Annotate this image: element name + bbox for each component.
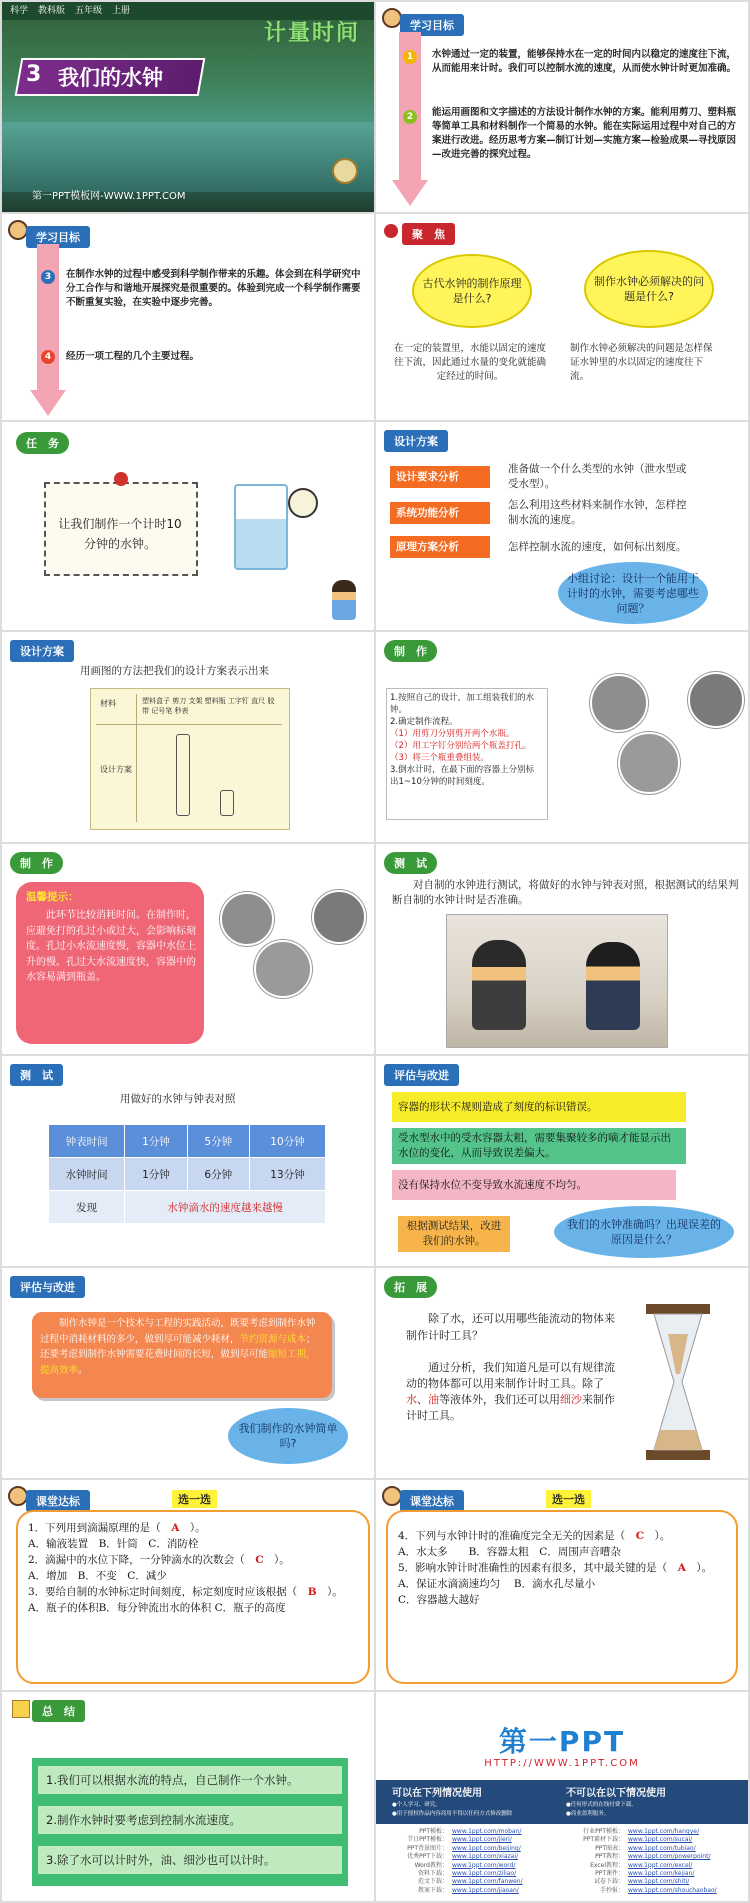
tip-text: 此环节比较消耗时间。在制作时，应避免打的孔过小或过大，会影响标刻度。孔过小水流速度慢，容器中水位上升的慢。孔过大水流速度快，容器中的水容易满到瓶盖。: [26, 910, 196, 983]
link-label: 节日PPT模板：: [407, 1836, 448, 1844]
answer-part-d: 来制作计时工具。: [406, 1393, 615, 1422]
link[interactable]: www.1ppt.com/fanwen/: [452, 1878, 523, 1886]
link-label: 优秀PPT下载：: [407, 1853, 448, 1861]
quiz-answer: C: [635, 1530, 645, 1542]
quiz-answer: C: [255, 1554, 264, 1566]
topbar-volume: 上册: [112, 6, 131, 16]
quiz-line-text: A．增加 B．不变 C．减少: [28, 1570, 167, 1582]
answer-part-c: 等液体外，我们还可以用: [439, 1393, 560, 1406]
quiz-answer: A: [171, 1522, 180, 1534]
slide-task: [2, 422, 374, 630]
goal-number-1: 1: [403, 50, 417, 64]
question-cloud: 我们制作的水钟简单吗?: [228, 1408, 348, 1464]
slide-design-plan: [376, 422, 748, 630]
quiz-line: [28, 1568, 364, 1584]
goal-arrow-tip: [392, 180, 428, 206]
question-cloud: 我们的水钟准确吗？出现误差的原因是什么？: [554, 1206, 734, 1258]
issue-bar-2: [392, 1128, 686, 1164]
comparison-table: [48, 1124, 326, 1224]
quiz-line: [28, 1552, 364, 1568]
slide-quiz-2: [376, 1480, 748, 1690]
table-header-cell: 1分钟: [125, 1125, 187, 1158]
link[interactable]: www.1ppt.com/powerpoint/: [628, 1853, 711, 1861]
goal-text-1: 水钟通过一定的装置，能够保持水在一定的时间内以稳定的速度往下流，从而能用来计时。我们可以控制水流的速度，从而使水钟计时更加准确。: [432, 49, 737, 74]
quiz-line: [28, 1584, 364, 1600]
plan-label-function: 系统功能分析: [390, 502, 490, 524]
goal-number-4: 4: [41, 350, 55, 364]
link[interactable]: www.1ppt.com/kejian/: [628, 1870, 695, 1878]
focus-icon: [384, 224, 398, 238]
link[interactable]: www.1ppt.com/jiaoan/: [452, 1886, 519, 1894]
link-row: [566, 1836, 742, 1844]
link-row: [390, 1878, 560, 1886]
quiz-line-text: 5．影响水钟计时准确性的因素有很多，其中最关键的是（: [398, 1562, 678, 1574]
goal-number-3: 3: [41, 270, 55, 284]
section-tag: 任 务: [16, 432, 69, 454]
link[interactable]: www.1ppt.com/hangye/: [628, 1828, 699, 1835]
quiz-line: [398, 1592, 728, 1608]
answer-part-b: 、: [417, 1393, 428, 1406]
quiz-line-tail: ）。: [685, 1562, 713, 1574]
quiz-line: [398, 1544, 728, 1560]
link[interactable]: www.1ppt.com/moban/: [452, 1828, 522, 1835]
slide-evaluate-1: [376, 1056, 748, 1266]
step-line-2: 2.确定制作流程。: [390, 717, 458, 727]
section-tag: 设计方案: [10, 640, 74, 662]
table-cell: 6分钟: [187, 1158, 249, 1191]
goal-arrow: [37, 244, 59, 392]
plan-text-requirements: 准备做一个什么类型的水钟（泄水型或受水型）。: [508, 463, 687, 490]
link-row: [566, 1887, 742, 1895]
answer-part-a: 通过分析，我们知道凡是可以有规律流动的物体都可以用来制作计时工具。除了: [406, 1361, 615, 1390]
table-header-cell: 5分钟: [187, 1125, 249, 1158]
plan-label-requirements: 设计要求分析: [390, 466, 490, 488]
table-heading: 用做好的水钟与钟表对照: [120, 1093, 236, 1105]
link[interactable]: www.1ppt.com/word/: [452, 1861, 516, 1869]
clock-icon: [332, 158, 358, 184]
select-label: 选一选: [172, 1490, 217, 1508]
link-label: PPT课件：: [595, 1870, 624, 1878]
quiz-line-tail: ）。: [263, 1554, 290, 1566]
goal-text-2: 能运用画图和文字描述的方法设计制作水钟的方案。能利用剪刀、塑料瓶等简单工具和材料制作一个简易的水钟。能在实际运用过程中对自己的方案进行改进。经历思考方案—制订计划—实施方案—检验成果—寻找原因—改进完善的探究过程。: [432, 107, 737, 160]
link-label: 手抄报：: [599, 1886, 624, 1894]
step-line-3: （1）用剪刀分别剪开两个水瓶。: [390, 729, 515, 739]
issue-bar-3: 没有保持水位不变导致水流速度不均匀。: [392, 1170, 676, 1200]
quiz-line-text: A．瓶子的体积B．每分钟流出水的体积 C．瓶子的高度: [28, 1602, 286, 1614]
section-tag: 设计方案: [384, 430, 448, 452]
slide-extension: [376, 1268, 748, 1478]
sheet-divider-h: [96, 724, 282, 725]
step-line-5: （3）将三个瓶重叠组装。: [390, 753, 489, 763]
teacher-avatar: [8, 220, 28, 240]
lesson-title: 我们的水钟: [58, 66, 163, 90]
link[interactable]: www.1ppt.com/sucai/: [628, 1836, 693, 1844]
plan-text-principle: 怎样控制水流的速度，如何标出刻度。: [508, 541, 687, 553]
table-header-row: [49, 1125, 326, 1158]
links-right: [566, 1828, 742, 1895]
teacher-avatar: [382, 1486, 402, 1506]
can-use-item-1: ●个人学习、研究。: [392, 1802, 441, 1808]
quiz-line: [28, 1536, 364, 1552]
slide-license: [376, 1692, 748, 1901]
topbar-edition: 教科版: [38, 6, 66, 16]
link-label: 资料下载：: [417, 1870, 448, 1878]
slide-making-steps: [376, 632, 748, 842]
step-line-6: 3.倒水计时，在最下面的容器上分别标出1~10分钟的时间刻度。: [390, 765, 535, 787]
section-tag: 制 作: [384, 640, 437, 662]
plan-text-function: 怎么利用这些材料来制作水钟，怎样控制水流的速度。: [508, 499, 687, 526]
link-row: [390, 1853, 560, 1861]
section-tag: 测 试: [10, 1064, 63, 1086]
link-label: PPT素材下载：: [583, 1836, 624, 1844]
cover-big-title: 计量时间: [263, 21, 360, 46]
step-line-4: （2）用工字钉分别给两个瓶盖打孔。: [390, 741, 532, 751]
cannot-use-item-1: ●任何形式的在线付费下载。: [566, 1802, 637, 1808]
slide-test-table: [2, 1056, 374, 1266]
summary-text-part2: ；还要考虑到制作水钟需要花费时间的长短，做到尽可能: [40, 1333, 316, 1360]
section-tag: 学习目标: [400, 14, 464, 36]
can-use-item-2: ●用于授权作品内容商用不得以任何方式修改删除: [392, 1811, 513, 1817]
pin-icon: [114, 472, 128, 486]
section-tag: 制 作: [10, 852, 63, 874]
hourglass-icon: [646, 1304, 710, 1460]
section-tag: 学习目标: [26, 226, 90, 248]
link-label: 范文下载：: [417, 1878, 448, 1886]
table-row: [49, 1191, 326, 1224]
slide-quiz-1: [2, 1480, 374, 1690]
photo-circle-1: [590, 674, 648, 732]
slide-learning-goals-1: [376, 2, 748, 212]
link-label: 试卷下载：: [593, 1878, 624, 1886]
goal-text-3: 在制作水钟的过程中感受到科学制作带来的乐趣。体会到在科学研究中分工合作与和谐地开展探究是很重要的。体验到完成一个科学制作需要不断重复实验，在实验中逐步完善。: [66, 269, 361, 308]
link[interactable]: www.1ppt.com/excel/: [628, 1861, 693, 1869]
link[interactable]: www.1ppt.com/ziliao/: [452, 1870, 517, 1878]
link-row: [390, 1836, 560, 1844]
link[interactable]: www.1ppt.com/xiazai/: [452, 1853, 519, 1861]
answer-oil: 油: [428, 1393, 439, 1406]
summary-item-3: 3.除了水可以计时外，油、细沙也可以计时。: [38, 1846, 342, 1874]
summary-text-part3: 。: [78, 1364, 88, 1376]
table-row: [49, 1158, 326, 1191]
steps-list: [390, 692, 542, 788]
section-tag: 评估与改进: [384, 1064, 459, 1086]
student-girl: [472, 940, 526, 1030]
section-tag: 聚 焦: [402, 223, 455, 245]
photo-circle-3: [618, 732, 680, 794]
summary-text: [40, 1316, 324, 1378]
cannot-use-item-2: ●商业盈利服务。: [566, 1811, 610, 1817]
notebook-icon: [12, 1700, 30, 1718]
slide-design-drawing: [2, 632, 374, 842]
link-label: 教案下载：: [417, 1886, 448, 1894]
test-intro-text: 对自制的水钟进行测试，将做好的水钟与钟表对照，根据测试的结果判断自制的水钟计时是否准确。: [392, 879, 739, 906]
teacher-avatar: [8, 1486, 28, 1506]
link[interactable]: www.1ppt.com/beijing/: [452, 1844, 521, 1852]
lesson-number: 3: [26, 62, 42, 87]
link-row: [566, 1862, 742, 1870]
photo-circle-2: [312, 890, 366, 944]
teacher-avatar: [382, 8, 402, 28]
topbar-grade: 五年级: [75, 6, 103, 16]
bottle-sketch-1: [176, 734, 190, 816]
sheet-label-materials: 材料: [100, 699, 116, 708]
summary-highlight-1: 节约资源与成本: [239, 1333, 307, 1345]
goal-number-2: 2: [403, 110, 417, 124]
quiz-line-tail: ）。: [316, 1586, 343, 1598]
design-heading: 用画图的方法把我们的设计方案表示出来: [80, 665, 269, 677]
table-finding: 水钟滴水的速度越来越慢: [125, 1191, 326, 1224]
photo-circle-3: [254, 940, 312, 998]
link-row: [566, 1870, 742, 1878]
quiz-line-text: A．保证水滴滴速均匀 B．滴水孔尽量小: [398, 1578, 596, 1590]
section-tag: 拓 展: [384, 1276, 437, 1298]
cover-watermark: 第一PPT模板网-WWW.1PPT.COM: [32, 191, 186, 202]
slide-learning-goals-2: [2, 214, 374, 420]
slide-cover: [2, 2, 374, 212]
link-label: Excel教程：: [590, 1861, 624, 1869]
link-label: PPT模板：: [419, 1828, 448, 1835]
link-row: [390, 1887, 560, 1895]
link-label: PPT教程：: [595, 1853, 624, 1861]
cannot-use-title: 不可以在以下情况使用: [566, 1788, 666, 1799]
link[interactable]: www.1ppt.com/shouchaobao/: [628, 1886, 717, 1894]
quiz-answer: A: [677, 1562, 686, 1574]
extension-answer: [406, 1360, 616, 1424]
sheet-divider-v: [136, 694, 137, 822]
link-row: [390, 1870, 560, 1878]
answer-text-1: 在一定的装置里，水能以固定的速度往下流，因此通过水量的变化就能确定经过的时间。: [393, 343, 546, 382]
quiz-line-text: A．水太多 B．容器太粗 C．周围声音嘈杂: [398, 1546, 621, 1558]
section-tag: 课堂达标: [400, 1490, 464, 1512]
link-row: [390, 1862, 560, 1870]
quiz-line: [398, 1560, 728, 1576]
quiz-answer: B: [307, 1586, 317, 1598]
table-cell: 13分钟: [249, 1158, 325, 1191]
photo-circle-2: [688, 672, 744, 728]
brand-logo: 第一PPT: [498, 1725, 626, 1758]
section-tag: 评估与改进: [10, 1276, 85, 1298]
link[interactable]: www.1ppt.com/tubiao/: [628, 1844, 696, 1852]
issue-bar-1: 容器的形状不规则造成了刻度的标识错误。: [392, 1092, 686, 1122]
river-scene: [2, 122, 374, 192]
goal-text-4: 经历一项工程的几个主要过程。: [66, 351, 200, 362]
quiz-line-text: 3．要给自制的水钟标定时间刻度，标定刻度时应该根据（: [28, 1586, 308, 1598]
links-left: [390, 1828, 560, 1895]
water-bottle-illustration: [234, 484, 288, 570]
slide-evaluate-2: [2, 1268, 374, 1478]
slide-summary: [2, 1692, 374, 1901]
quiz-line-text: A．输液装置 B．针筒 C．消防栓: [28, 1538, 199, 1550]
student-figure: [332, 580, 356, 620]
select-label: 选一选: [546, 1490, 591, 1508]
table-cell: 水钟时间: [49, 1158, 125, 1191]
tip-title: 温馨提示：: [26, 891, 79, 903]
section-tag: 测 试: [384, 852, 437, 874]
summary-item-2: 2.制作水钟时要考虑到控制水流速度。: [38, 1806, 342, 1834]
section-tag: 总 结: [32, 1700, 85, 1722]
step-line-1: 1.按照自己的设计，加工组装我们的水钟。: [390, 693, 535, 715]
discussion-cloud: 小组讨论：设计一个能用于计时的水钟，需要考虑哪些问题？: [558, 562, 708, 624]
slide-focus: [376, 214, 748, 420]
quiz-line: [28, 1520, 364, 1536]
goal-arrow-tip: [30, 390, 66, 416]
task-card-text: 让我们制作一个计时10分钟的水钟。: [58, 517, 182, 551]
slide-test-intro: [376, 844, 748, 1054]
quiz-line: [398, 1528, 728, 1544]
slide-making-tip: [2, 844, 374, 1054]
link-row: [566, 1845, 742, 1853]
section-tag: 课堂达标: [26, 1490, 90, 1512]
quiz-line-tail: ）。: [179, 1522, 206, 1534]
quiz-line-text: 2．滴漏中的水位下降，一分钟滴水的次数会（: [28, 1554, 256, 1566]
link-row: [566, 1853, 742, 1861]
sheet-label-plan: 设计方案: [100, 765, 132, 774]
brand-url: HTTP://WWW.1PPT.COM: [484, 1758, 640, 1769]
sheet-materials: 塑料盒子 剪刀 支架 塑料瓶 工字钉 直尺 胶带 记号笔 秒表: [142, 697, 275, 715]
table-header-cell: 钟表时间: [49, 1125, 125, 1158]
summary-item-1: 1.我们可以根据水流的特点，自己制作一个水钟。: [38, 1766, 342, 1794]
link-row: [390, 1845, 560, 1853]
link-row: [566, 1878, 742, 1886]
link-label: PPT图表：: [595, 1844, 624, 1852]
wall-clock-icon: [288, 488, 318, 518]
improve-box-text: 根据测试结果，改进我们的水钟。: [406, 1220, 502, 1247]
table-header-cell: 10分钟: [249, 1125, 325, 1158]
quiz-line: [398, 1576, 728, 1592]
link[interactable]: www.1ppt.com/jieri/: [452, 1836, 512, 1844]
topbar-subject: 科学: [10, 6, 29, 16]
summary-text-part1: 制作水钟是一个技术与工程的实践活动，既要考虑到制作水钟过程中消耗材料的多少，做到尽可能减少耗材，: [40, 1318, 316, 1345]
improve-box: [398, 1216, 510, 1252]
photo-circle-1: [220, 892, 274, 946]
quiz-line-tail: ）。: [644, 1530, 671, 1542]
link-label: 行业PPT模板：: [583, 1828, 624, 1835]
issue-bar-2-text: 受水型水中的受水容器太粗，需要集聚较多的嘀才能显示出水位的变化，从而导致误差偏大。: [398, 1132, 671, 1159]
table-cell: 1分钟: [125, 1158, 187, 1191]
can-use-title: 可以在下列情况使用: [392, 1788, 482, 1799]
quiz-line-text: C．容器越大越好: [398, 1594, 480, 1606]
answer-text-2: 制作水钟必须解决的问题是怎样保证水钟里的水以固定的速度往下流。: [570, 343, 713, 382]
quiz-line-text: 4．下列与水钟计时的准确度完全无关的因素是（: [398, 1530, 636, 1542]
answer-water: 水: [406, 1393, 417, 1406]
link-label: PPT背景图片：: [407, 1844, 448, 1852]
quiz-line-text: 1．下列用到滴漏原理的是（: [28, 1522, 172, 1534]
link-label: Word教程：: [414, 1861, 448, 1869]
answer-sand: 细沙: [560, 1393, 582, 1406]
summary-highlight-2: 缩短工期，提高效率: [40, 1349, 316, 1376]
quiz-lines: [28, 1520, 364, 1616]
table-cell: 发现: [49, 1191, 125, 1224]
question-cloud-2: 制作水钟必须解决的问题是什么?: [584, 250, 714, 328]
plan-label-principle: 原理方案分析: [390, 536, 490, 558]
extension-question: 除了水，还可以用哪些能流动的物体来制作计时工具？: [406, 1312, 615, 1342]
quiz-lines: [398, 1528, 728, 1608]
question-cloud-1: 古代水钟的制作原理是什么?: [412, 254, 532, 328]
link[interactable]: www.1ppt.com/shiti/: [628, 1878, 690, 1886]
bottle-sketch-2: [220, 790, 234, 816]
student-boy: [586, 942, 640, 1030]
quiz-line: [28, 1600, 364, 1616]
